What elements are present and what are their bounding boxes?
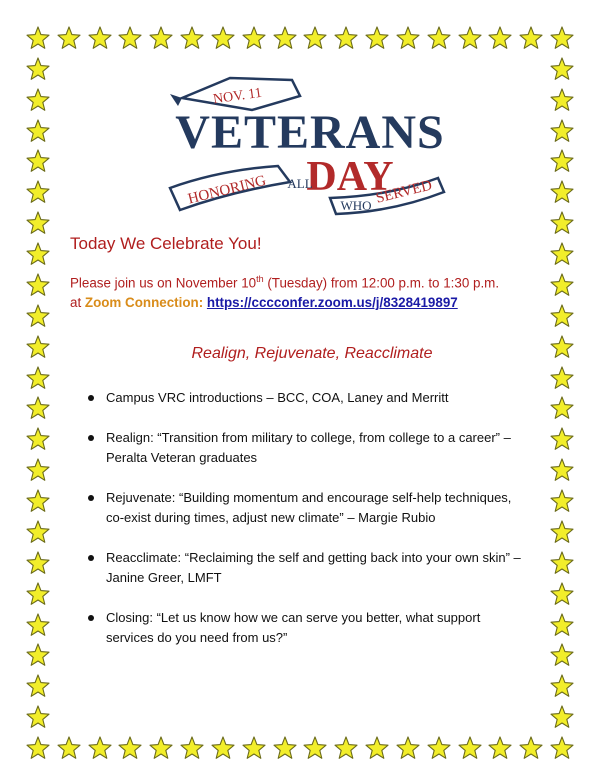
agenda-list	[86, 388, 526, 668]
star-icon	[550, 613, 574, 637]
star-icon	[365, 26, 389, 50]
star-icon	[396, 736, 420, 760]
star-icon	[26, 489, 50, 513]
agenda-item-vrc: Campus VRC introductions – BCC, COA, Laney and Merritt	[86, 388, 526, 408]
star-icon	[550, 149, 574, 173]
star-icon	[550, 304, 574, 328]
star-icon	[550, 520, 574, 544]
logo-word-veterans: VETERANS	[175, 106, 445, 159]
agenda-item-realign: Realign: “Transition from military to college, from college to a career” – Peralta Veteran graduates	[86, 428, 526, 468]
star-icon	[211, 26, 235, 50]
star-icon	[365, 736, 389, 760]
star-icon	[550, 242, 574, 266]
logo-all: ALL	[287, 176, 313, 191]
star-icon	[458, 736, 482, 760]
star-icon	[303, 26, 327, 50]
star-icon	[149, 26, 173, 50]
agenda-item-rejuvenate: Rejuvenate: “Building momentum and encourage self-help techniques, co-exist during times, adjust new climate” – Margie Rubio	[86, 488, 526, 528]
star-icon	[26, 705, 50, 729]
invite-line2-prefix: at	[70, 295, 85, 311]
star-icon	[334, 26, 358, 50]
star-icon	[303, 736, 327, 760]
star-icon	[88, 736, 112, 760]
star-icon	[519, 736, 543, 760]
star-icon	[550, 119, 574, 143]
star-icon	[26, 458, 50, 482]
star-icon	[550, 396, 574, 420]
star-icon	[26, 643, 50, 667]
star-icon	[488, 736, 512, 760]
logo-who: WHO	[340, 198, 372, 213]
page-title: Today We Celebrate You!	[70, 234, 262, 253]
zoom-label: Zoom Connection:	[84, 295, 204, 311]
logo-word-day: DAY	[306, 154, 394, 200]
star-icon	[57, 736, 81, 760]
star-icon	[88, 26, 112, 50]
star-icon	[26, 242, 50, 266]
star-icon	[26, 273, 50, 297]
star-icon	[26, 396, 50, 420]
star-icon	[26, 180, 50, 204]
star-icon	[26, 736, 50, 760]
logo-date: NOV. 11	[212, 85, 263, 108]
star-icon	[180, 26, 204, 50]
star-icon	[458, 26, 482, 50]
star-icon	[550, 26, 574, 50]
star-icon	[242, 26, 266, 50]
invite-line1-end: (Tuesday) from 12:00 p.m. to 1:30 p.m.	[263, 275, 500, 291]
star-icon	[118, 26, 142, 50]
star-icon	[550, 736, 574, 760]
zoom-link[interactable]: https://cccconfer.zoom.us/j/8328419897	[206, 295, 458, 311]
star-icon	[26, 582, 50, 606]
star-icon	[396, 26, 420, 50]
star-icon	[427, 26, 451, 50]
star-icon	[550, 489, 574, 513]
star-icon	[550, 551, 574, 575]
star-icon	[550, 366, 574, 390]
star-icon	[550, 643, 574, 667]
logo-honoring: HONORING	[186, 172, 268, 208]
star-icon	[26, 674, 50, 698]
star-icon	[26, 149, 50, 173]
star-icon	[26, 613, 50, 637]
star-icon	[550, 458, 574, 482]
veterans-day-logo	[160, 70, 450, 220]
star-icon	[550, 705, 574, 729]
star-icon	[26, 88, 50, 112]
star-icon	[550, 582, 574, 606]
agenda-item-reacclimate: Reacclimate: “Reclaiming the self and getting back into your own skin” – Janine Greer, LMFT	[86, 548, 526, 588]
star-icon	[180, 736, 204, 760]
invitation-text	[70, 269, 550, 313]
star-icon	[427, 736, 451, 760]
subtitle: Realign, Rejuvenate, Reacclimate	[191, 345, 433, 362]
star-icon	[26, 26, 50, 50]
star-icon	[118, 736, 142, 760]
star-icon	[26, 304, 50, 328]
star-icon	[519, 26, 543, 50]
star-icon	[242, 736, 266, 760]
star-icon	[26, 520, 50, 544]
star-icon	[26, 57, 50, 81]
star-icon	[550, 273, 574, 297]
star-icon	[26, 119, 50, 143]
star-icon	[550, 211, 574, 235]
invite-line1-start: Please join us on November 10	[70, 275, 257, 291]
invite-ordinal: th	[256, 274, 264, 284]
star-icon	[273, 26, 297, 50]
star-icon	[211, 736, 235, 760]
star-icon	[26, 427, 50, 451]
star-icon	[26, 366, 50, 390]
logo-served: SERVED	[374, 177, 434, 207]
star-icon	[149, 736, 173, 760]
star-icon	[550, 427, 574, 451]
star-icon	[550, 57, 574, 81]
star-icon	[550, 674, 574, 698]
star-icon	[57, 26, 81, 50]
agenda-item-closing: Closing: “Let us know how we can serve you better, what support services do you need from us?”	[86, 608, 526, 648]
star-icon	[488, 26, 512, 50]
star-icon	[26, 551, 50, 575]
star-icon	[550, 88, 574, 112]
star-icon	[550, 180, 574, 204]
star-icon	[334, 736, 358, 760]
star-icon	[273, 736, 297, 760]
star-icon	[26, 211, 50, 235]
